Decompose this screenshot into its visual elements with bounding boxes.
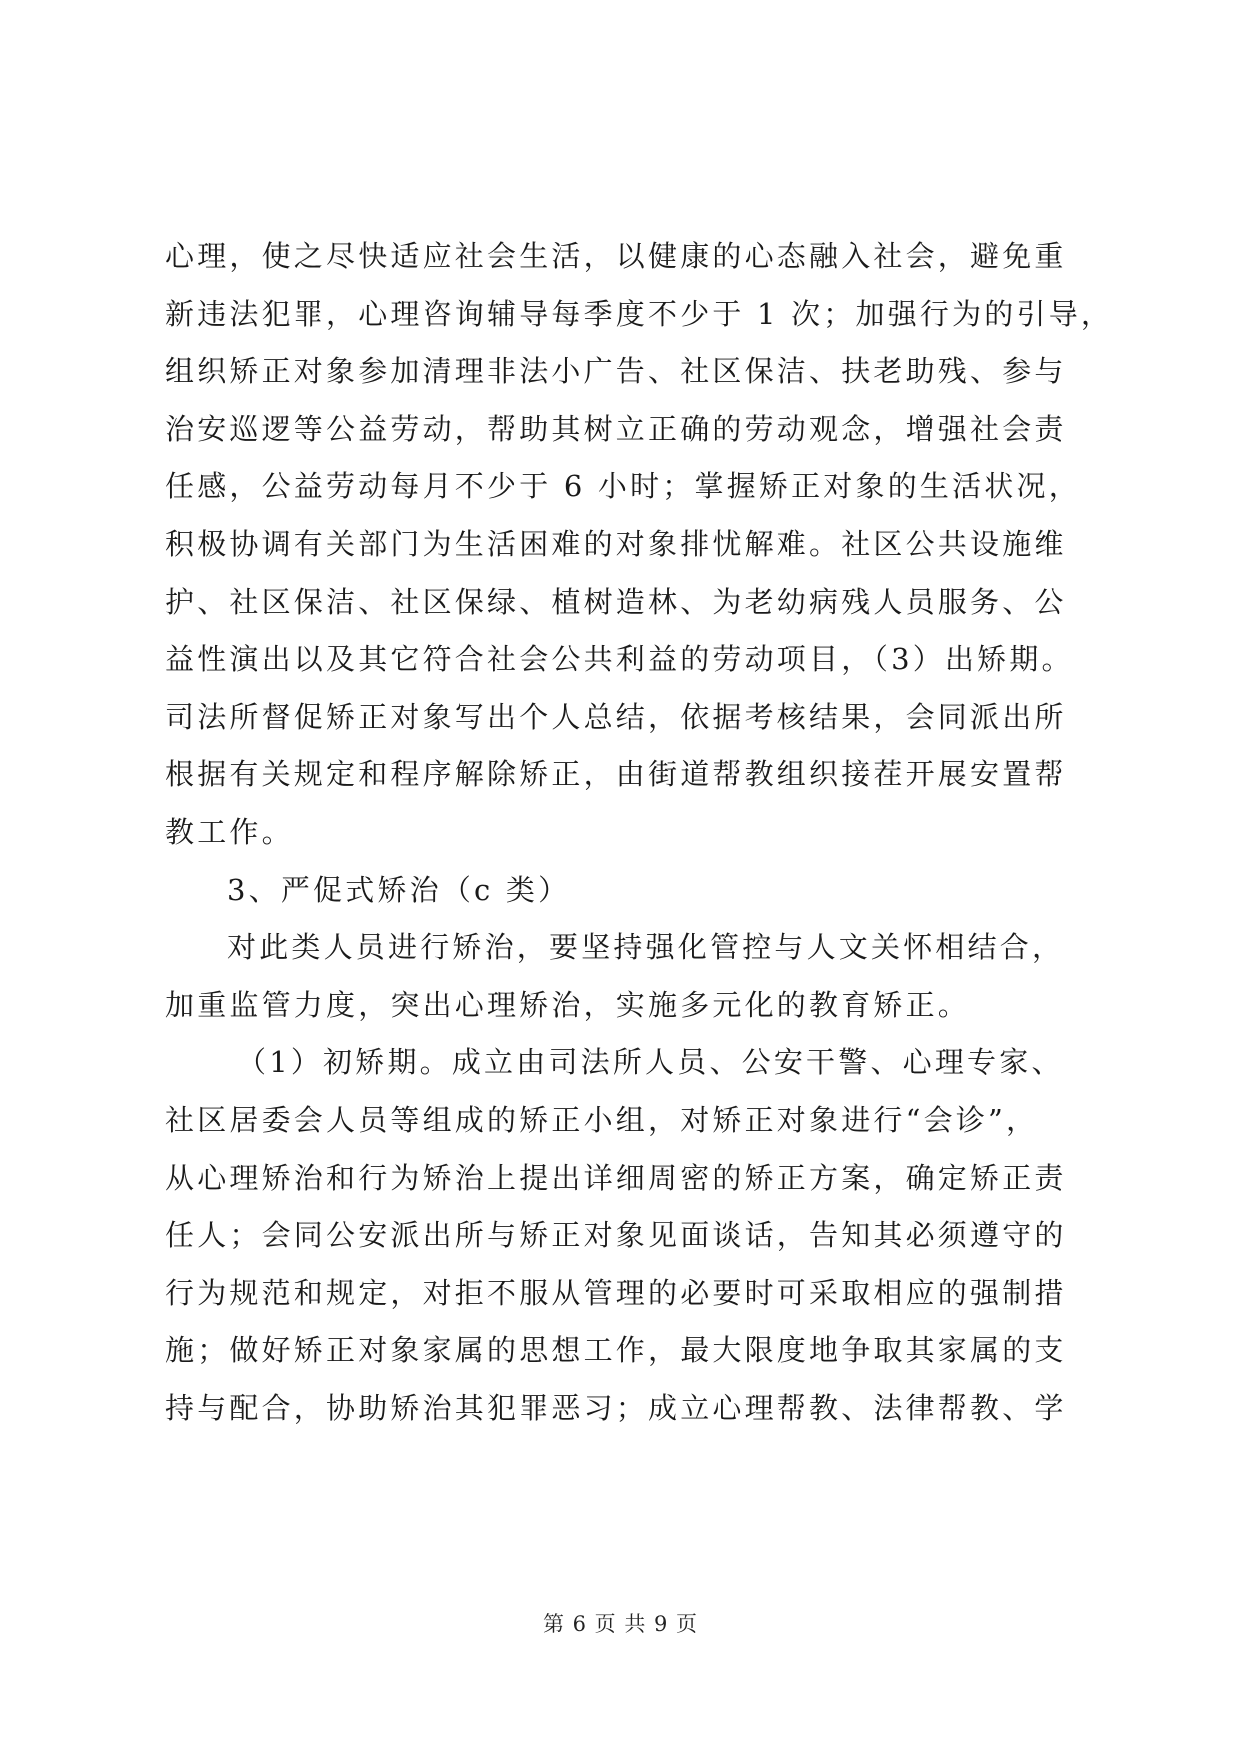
text-line: 组织矫正对象参加清理非法小广告、社区保洁、扶老助残、参与 (165, 354, 1067, 389)
text-line: 施；做好矫正对象家属的思想工作，最大限度地争取其家属的支 (165, 1333, 1067, 1368)
text-line: 从心理矫治和行为矫治上提出详细周密的矫正方案，确定矫正责 (165, 1160, 1067, 1195)
text-line: 根据有关规定和程序解除矫正，由街道帮教组织接茬开展安置帮 (165, 757, 1067, 792)
page-number: 第 6 页 共 9 页 (542, 1612, 699, 1636)
text-line: 行为规范和规定，对拒不服从管理的必要时可采取相应的强制措 (165, 1275, 1067, 1310)
text-line: 心理，使之尽快适应社会生活，以健康的心态融入社会，避免重 (165, 239, 1067, 273)
text-line: 司法所督促矫正对象写出个人总结，依据考核结果，会同派出所 (165, 699, 1067, 734)
text-line: 加重监管力度，突出心理矫治，实施多元化的教育矫正。 (165, 987, 971, 1022)
text-line: 任感，公益劳动每月不少于 6 小时；掌握矫正对象的生活状况， (165, 469, 1081, 504)
text-line: 社区居委会人员等组成的矫正小组，对矫正对象进行“会诊”， (165, 1102, 1039, 1137)
text-line: 任人；会同公安派出所与矫正对象见面谈话，告知其必须遵守的 (165, 1218, 1067, 1253)
body-text (165, 228, 1114, 1437)
text-line: 新违法犯罪，心理咨询辅导每季度不少于 1 次；加强行为的引导， (165, 296, 1114, 331)
text-line: 护、社区保洁、社区保绿、植树造林、为老幼病残人员服务、公 (165, 584, 1067, 619)
text-line: 教工作。 (165, 814, 294, 849)
page-footer (0, 1608, 1241, 1638)
text-line: 持与配合，协助矫治其犯罪恶习；成立心理帮教、法律帮教、学 (165, 1390, 1067, 1425)
text-line: 治安巡逻等公益劳动，帮助其树立正确的劳动观念，增强社会责 (165, 411, 1067, 446)
text-line: （1）初矫期。成立由司法所人员、公安干警、心理专家、 (237, 1045, 1064, 1080)
section-heading: 3、严促式矫治（c 类） (227, 872, 571, 907)
text-line: 益性演出以及其它符合社会公共利益的劳动项目，（3）出矫期。 (165, 642, 1074, 677)
text-line: 积极协调有关部门为生活困难的对象排忧解难。社区公共设施维 (165, 526, 1067, 561)
text-line: 对此类人员进行矫治，要坚持强化管控与人文关怀相结合， (227, 930, 1065, 965)
